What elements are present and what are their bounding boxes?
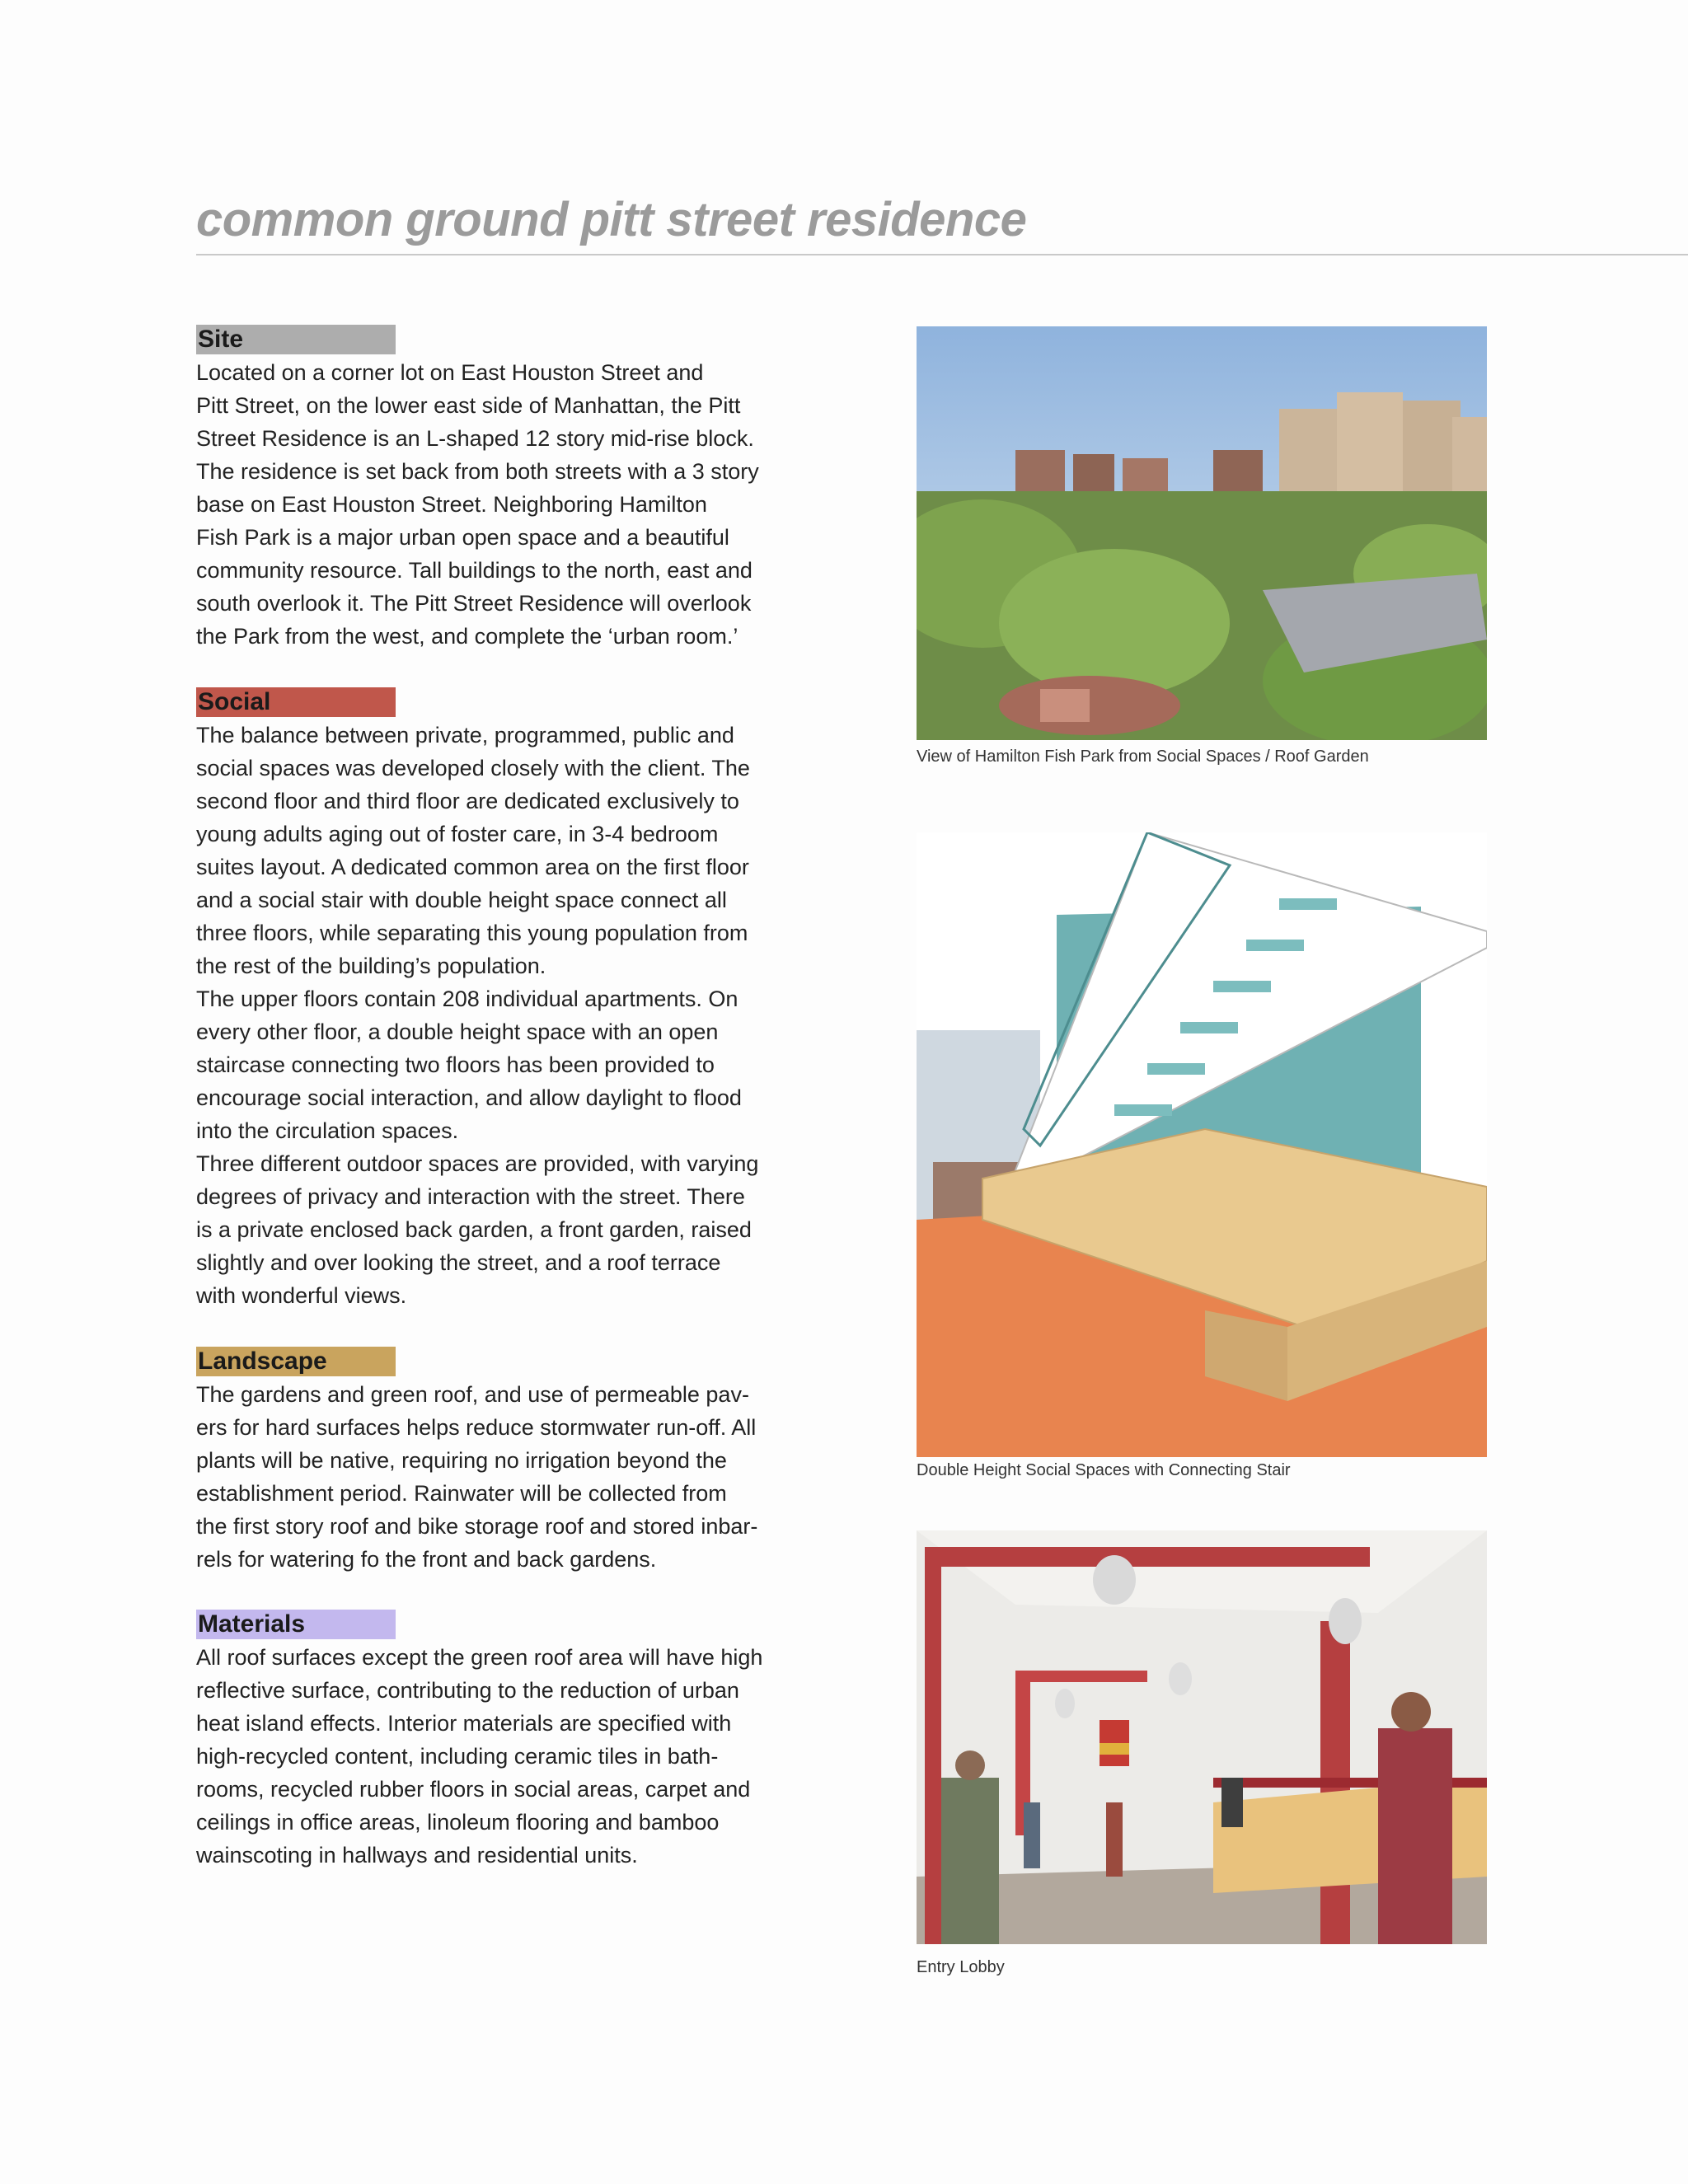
social-stair-rendering <box>917 832 1487 1457</box>
section-social <box>196 687 773 1312</box>
section-landscape <box>196 1347 773 1576</box>
section-text-site: Located on a corner lot on East Houston Street and Pitt Street, on the lower east side of Manhattan, the Pitt Street Residence is an L-shaped 12 story mid-rise block. The residence is set back from both streets with a 3 story base on East Houston Street. Neighboring Hamilton Fish Park is a major urban open space and a beautiful community resource. Tall buildings to the north, east and south overlook it. The Pitt Street Residence will overlook the Park from the west, and complete the ‘urban room.’ <box>196 360 759 649</box>
park-view-caption: View of Hamilton Fish Park from Social Spaces / Roof Garden <box>917 748 1369 766</box>
title-divider <box>196 254 1688 255</box>
section-text-landscape: The gardens and green roof, and use of permeable pav- ers for hard surfaces helps reduce stormwater run-off. All plants will be native, requiring no irrigation beyond the establishment period. Rainwater will be collected from the first story roof and bike storage roof and stored inbar- rels for watering fo the front and back gardens. <box>196 1382 758 1572</box>
section-heading-landscape: Landscape <box>196 1347 396 1376</box>
park-view-photo <box>917 326 1487 740</box>
section-materials <box>196 1610 773 1872</box>
section-site <box>196 325 773 653</box>
entry-lobby-caption: Entry Lobby <box>917 1958 1005 1976</box>
page-title: common ground pitt street residence <box>196 193 1027 246</box>
social-stair-caption: Double Height Social Spaces with Connecting Stair <box>917 1461 1291 1479</box>
section-text-materials: All roof surfaces except the green roof area will have high reflective surface, contributing to the reduction of urban heat island effects. Interior materials are specified with high-recycled content, including ceramic tiles in bath- rooms, recycled rubber floors in social areas, carpet and ceilings in office areas, linoleum flooring and bamboo wainscoting in hallways and residential units. <box>196 1645 763 1868</box>
section-heading-social: Social <box>196 687 396 717</box>
section-heading-materials: Materials <box>196 1610 396 1639</box>
section-text-social: The balance between private, programmed, public and social spaces was developed closely with the client. The second floor and third floor are dedicated exclusively to young adults aging out of foster care, in 3-4 bedroom suites layout. A dedicated common area on the first floor and a social stair with double height space connect all three floors, while separating this young population from the rest of the building’s population. The upper floors contain 208 individual apartments. On every other floor, a double height space with an open staircase connecting two floors has been provided to encourage social interaction, and allow daylight to flood into the circulation spaces. Three different outdoor spaces are provided, with varying degrees of privacy and interaction with the street. There is a private enclosed back garden, a front garden, raised slightly and over looking the street, and a roof terrace with wonderful views. <box>196 723 759 1308</box>
entry-lobby-rendering <box>917 1530 1487 1944</box>
section-heading-site: Site <box>196 325 396 354</box>
